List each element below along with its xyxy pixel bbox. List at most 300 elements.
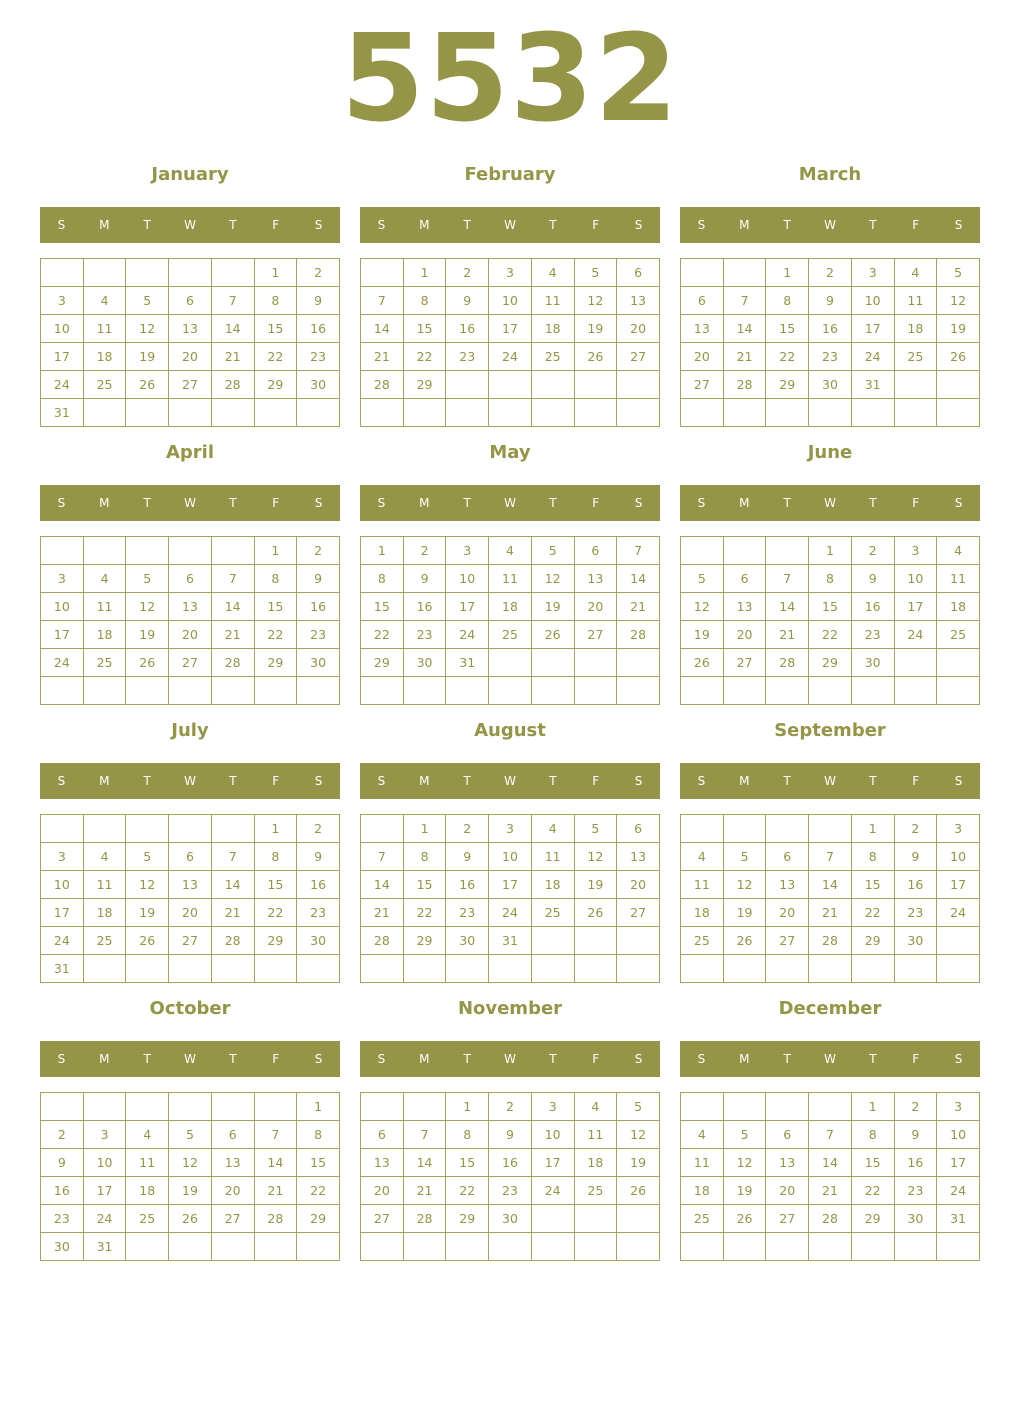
- day-cell: 8: [403, 843, 446, 871]
- day-cell: 5: [617, 1093, 660, 1121]
- day-cell: 27: [766, 1205, 809, 1233]
- week-row: [41, 537, 340, 565]
- day-cell: 11: [126, 1149, 169, 1177]
- week-row: [361, 259, 660, 287]
- weekday-label: S: [314, 496, 323, 510]
- weekday-label: S: [314, 1052, 323, 1066]
- week-row: [41, 371, 340, 399]
- day-cell: 13: [681, 315, 724, 343]
- weekday-header: [360, 1041, 660, 1077]
- weekday-label: T: [229, 1052, 237, 1066]
- day-cell: 22: [297, 1177, 340, 1205]
- day-cell: 21: [361, 899, 404, 927]
- day-cell: 11: [574, 1121, 617, 1149]
- day-cell: [169, 955, 212, 983]
- week-row: [361, 649, 660, 677]
- day-cell: 1: [361, 537, 404, 565]
- day-cell: 16: [403, 593, 446, 621]
- month-name: August: [474, 720, 546, 741]
- week-row: [681, 565, 980, 593]
- day-cell: 26: [574, 343, 617, 371]
- month-name: October: [149, 998, 231, 1019]
- weekday-label: S: [57, 774, 66, 788]
- day-cell: 14: [766, 593, 809, 621]
- day-cell: 6: [211, 1121, 254, 1149]
- day-cell: [723, 259, 766, 287]
- weekday-label: M: [99, 496, 110, 510]
- day-cell: [809, 1093, 852, 1121]
- day-cell: [809, 1233, 852, 1261]
- day-cell: [41, 259, 84, 287]
- day-cell: 14: [809, 1149, 852, 1177]
- day-cell: 21: [254, 1177, 297, 1205]
- day-cell: 16: [489, 1149, 532, 1177]
- day-cell: 21: [809, 1177, 852, 1205]
- day-cell: 3: [531, 1093, 574, 1121]
- weekday-label: S: [377, 496, 386, 510]
- week-row: [361, 1177, 660, 1205]
- day-cell: 5: [126, 565, 169, 593]
- day-cell: [211, 399, 254, 427]
- day-cell: [403, 399, 446, 427]
- day-cell: 26: [126, 649, 169, 677]
- week-row: [361, 843, 660, 871]
- weekday-label: T: [783, 774, 791, 788]
- day-cell: 28: [403, 1205, 446, 1233]
- day-cell: 16: [809, 315, 852, 343]
- day-cell: 20: [617, 871, 660, 899]
- day-cell: 26: [723, 927, 766, 955]
- week-row: [681, 815, 980, 843]
- weekday-label: T: [783, 218, 791, 232]
- day-cell: [446, 677, 489, 705]
- day-cell: 12: [169, 1149, 212, 1177]
- day-cell: 19: [574, 871, 617, 899]
- day-cell: 22: [809, 621, 852, 649]
- day-cell: 6: [766, 1121, 809, 1149]
- day-cell: 6: [169, 287, 212, 315]
- day-cell: [361, 955, 404, 983]
- day-cell: 2: [851, 537, 894, 565]
- day-cell: 11: [937, 565, 980, 593]
- weekday-label: F: [272, 1052, 280, 1066]
- day-cell: [83, 815, 126, 843]
- week-row: [681, 621, 980, 649]
- day-cell: 13: [169, 315, 212, 343]
- day-cell: 4: [83, 843, 126, 871]
- day-cell: 19: [681, 621, 724, 649]
- day-cell: 4: [574, 1093, 617, 1121]
- weekday-label: T: [229, 774, 237, 788]
- day-cell: [574, 955, 617, 983]
- day-cell: 24: [446, 621, 489, 649]
- weekday-label: F: [272, 774, 280, 788]
- day-cell: [617, 927, 660, 955]
- day-cell: 16: [297, 593, 340, 621]
- day-cell: 15: [809, 593, 852, 621]
- day-cell: 26: [723, 1205, 766, 1233]
- day-cell: 9: [297, 565, 340, 593]
- day-cell: 23: [809, 343, 852, 371]
- day-cell: 20: [169, 343, 212, 371]
- day-cell: 12: [937, 287, 980, 315]
- weekday-label: W: [184, 218, 196, 232]
- day-cell: 31: [446, 649, 489, 677]
- day-cell: [851, 677, 894, 705]
- day-cell: 24: [937, 1177, 980, 1205]
- day-cell: 14: [809, 871, 852, 899]
- day-cell: 16: [894, 1149, 937, 1177]
- day-cell: [489, 1233, 532, 1261]
- weekday-header: [680, 1041, 980, 1077]
- day-cell: 13: [574, 565, 617, 593]
- day-cell: 2: [809, 259, 852, 287]
- day-cell: 27: [766, 927, 809, 955]
- day-cell: [894, 371, 937, 399]
- weekday-label: W: [184, 1052, 196, 1066]
- week-row: [41, 565, 340, 593]
- day-cell: 30: [297, 927, 340, 955]
- day-cell: [211, 1233, 254, 1261]
- week-row: [681, 1205, 980, 1233]
- day-cell: 17: [894, 593, 937, 621]
- day-cell: [169, 259, 212, 287]
- weekday-label: T: [143, 218, 151, 232]
- day-cell: 24: [41, 649, 84, 677]
- week-row: [41, 1205, 340, 1233]
- day-cell: 20: [361, 1177, 404, 1205]
- day-cell: 30: [851, 649, 894, 677]
- day-cell: [894, 399, 937, 427]
- day-cell: [681, 259, 724, 287]
- day-cell: [851, 955, 894, 983]
- weekday-label: S: [634, 1052, 643, 1066]
- day-cell: 1: [809, 537, 852, 565]
- day-cell: 13: [211, 1149, 254, 1177]
- weekday-label: F: [592, 774, 600, 788]
- weekday-label: M: [99, 774, 110, 788]
- week-row: [681, 1177, 980, 1205]
- weekday-label: S: [697, 774, 706, 788]
- weekday-label: T: [783, 496, 791, 510]
- day-cell: 17: [41, 621, 84, 649]
- day-cell: 29: [766, 371, 809, 399]
- day-cell: 30: [297, 371, 340, 399]
- day-grid: [360, 258, 660, 427]
- day-cell: 7: [723, 287, 766, 315]
- day-cell: 9: [489, 1121, 532, 1149]
- day-cell: [681, 677, 724, 705]
- day-cell: 12: [574, 287, 617, 315]
- day-cell: 23: [489, 1177, 532, 1205]
- week-row: [681, 399, 980, 427]
- weekday-label: T: [229, 496, 237, 510]
- weekday-label: W: [824, 496, 836, 510]
- day-cell: [211, 815, 254, 843]
- day-cell: [723, 537, 766, 565]
- day-cell: 29: [297, 1205, 340, 1233]
- day-cell: [254, 1093, 297, 1121]
- day-cell: 21: [211, 621, 254, 649]
- day-cell: 3: [446, 537, 489, 565]
- week-row: [41, 843, 340, 871]
- day-cell: 20: [574, 593, 617, 621]
- day-cell: 16: [894, 871, 937, 899]
- week-row: [41, 1177, 340, 1205]
- day-cell: [766, 815, 809, 843]
- day-cell: 28: [617, 621, 660, 649]
- day-cell: 23: [41, 1205, 84, 1233]
- day-cell: 21: [766, 621, 809, 649]
- day-cell: 25: [83, 371, 126, 399]
- day-cell: 26: [531, 621, 574, 649]
- day-cell: 6: [723, 565, 766, 593]
- day-cell: [126, 1233, 169, 1261]
- day-cell: [211, 537, 254, 565]
- day-cell: 19: [723, 899, 766, 927]
- day-cell: 16: [41, 1177, 84, 1205]
- weekday-label: T: [549, 218, 557, 232]
- day-cell: 11: [489, 565, 532, 593]
- day-cell: 12: [126, 593, 169, 621]
- day-cell: 26: [126, 927, 169, 955]
- day-cell: 18: [681, 1177, 724, 1205]
- weekday-label: W: [824, 1052, 836, 1066]
- day-cell: [361, 399, 404, 427]
- day-cell: 10: [489, 287, 532, 315]
- day-cell: 9: [446, 287, 489, 315]
- month-name: November: [457, 998, 563, 1019]
- day-grid: [40, 258, 340, 427]
- day-cell: 19: [126, 899, 169, 927]
- day-cell: 11: [531, 843, 574, 871]
- day-cell: 14: [211, 315, 254, 343]
- day-cell: 3: [41, 287, 84, 315]
- week-row: [41, 287, 340, 315]
- day-cell: [681, 1233, 724, 1261]
- day-cell: [809, 955, 852, 983]
- day-cell: 23: [297, 621, 340, 649]
- day-cell: 28: [361, 927, 404, 955]
- day-cell: [723, 677, 766, 705]
- week-row: [41, 1093, 340, 1121]
- day-cell: [723, 399, 766, 427]
- day-cell: 25: [681, 927, 724, 955]
- weekday-label: S: [954, 1052, 963, 1066]
- day-cell: 20: [681, 343, 724, 371]
- day-cell: 25: [574, 1177, 617, 1205]
- weekday-label: W: [824, 218, 836, 232]
- day-cell: [894, 677, 937, 705]
- month-name: December: [778, 998, 882, 1019]
- weekday-label: F: [912, 218, 920, 232]
- day-grid: [360, 814, 660, 983]
- day-cell: 25: [489, 621, 532, 649]
- day-cell: 24: [41, 371, 84, 399]
- day-cell: 7: [766, 565, 809, 593]
- day-cell: 15: [851, 871, 894, 899]
- week-row: [361, 343, 660, 371]
- day-cell: [531, 1233, 574, 1261]
- day-cell: 10: [41, 315, 84, 343]
- day-cell: 28: [809, 927, 852, 955]
- day-cell: 27: [723, 649, 766, 677]
- day-cell: 9: [297, 287, 340, 315]
- day-cell: 20: [169, 621, 212, 649]
- day-grid: [680, 258, 980, 427]
- weekday-label: T: [869, 774, 877, 788]
- weekday-label: T: [463, 218, 471, 232]
- day-cell: [446, 371, 489, 399]
- day-cell: [809, 815, 852, 843]
- day-cell: 29: [809, 649, 852, 677]
- weekday-header: [40, 1041, 340, 1077]
- day-cell: 5: [681, 565, 724, 593]
- day-cell: [766, 955, 809, 983]
- weekday-header: [40, 763, 340, 799]
- day-cell: 10: [489, 843, 532, 871]
- day-cell: [574, 399, 617, 427]
- day-cell: 28: [361, 371, 404, 399]
- day-cell: [766, 399, 809, 427]
- weekday-label: F: [592, 496, 600, 510]
- day-cell: [937, 1233, 980, 1261]
- day-cell: [766, 677, 809, 705]
- day-cell: 1: [403, 259, 446, 287]
- week-row: [41, 927, 340, 955]
- day-cell: 21: [211, 343, 254, 371]
- day-cell: 16: [446, 315, 489, 343]
- day-grid: [680, 814, 980, 983]
- day-cell: 29: [851, 927, 894, 955]
- week-row: [681, 1121, 980, 1149]
- day-cell: [211, 259, 254, 287]
- weekday-label: T: [229, 218, 237, 232]
- weekday-label: M: [739, 218, 750, 232]
- day-cell: [531, 1205, 574, 1233]
- day-cell: [574, 1205, 617, 1233]
- day-cell: 25: [126, 1205, 169, 1233]
- day-cell: 28: [766, 649, 809, 677]
- day-cell: 15: [403, 315, 446, 343]
- weekday-label: S: [954, 774, 963, 788]
- day-cell: 23: [446, 343, 489, 371]
- weekday-label: W: [504, 774, 516, 788]
- week-row: [681, 371, 980, 399]
- day-cell: 7: [809, 1121, 852, 1149]
- week-row: [361, 1149, 660, 1177]
- week-row: [361, 815, 660, 843]
- week-row: [361, 955, 660, 983]
- weekday-label: S: [634, 496, 643, 510]
- day-cell: 15: [297, 1149, 340, 1177]
- day-cell: 29: [851, 1205, 894, 1233]
- day-cell: 19: [126, 343, 169, 371]
- week-row: [681, 927, 980, 955]
- week-row: [681, 843, 980, 871]
- day-cell: 26: [169, 1205, 212, 1233]
- day-grid: [360, 536, 660, 705]
- weekday-label: S: [377, 218, 386, 232]
- day-cell: 7: [403, 1121, 446, 1149]
- day-cell: 6: [681, 287, 724, 315]
- day-cell: 11: [894, 287, 937, 315]
- day-cell: 25: [83, 649, 126, 677]
- day-cell: 9: [851, 565, 894, 593]
- day-cell: 13: [361, 1149, 404, 1177]
- day-cell: [446, 399, 489, 427]
- day-cell: 13: [766, 871, 809, 899]
- day-cell: 20: [766, 1177, 809, 1205]
- day-cell: [297, 1233, 340, 1261]
- day-cell: [446, 955, 489, 983]
- weekday-label: T: [143, 774, 151, 788]
- day-cell: [617, 371, 660, 399]
- day-cell: 23: [446, 899, 489, 927]
- day-cell: [617, 399, 660, 427]
- day-cell: 6: [766, 843, 809, 871]
- day-grid: [680, 536, 980, 705]
- day-cell: 27: [211, 1205, 254, 1233]
- day-cell: [531, 371, 574, 399]
- day-cell: 18: [574, 1149, 617, 1177]
- day-cell: 31: [41, 399, 84, 427]
- weekday-label: W: [504, 218, 516, 232]
- weekday-label: T: [463, 1052, 471, 1066]
- day-cell: 10: [894, 565, 937, 593]
- day-cell: [937, 371, 980, 399]
- month-name: June: [807, 442, 853, 463]
- day-cell: 7: [617, 537, 660, 565]
- day-cell: 5: [574, 815, 617, 843]
- weekday-label: M: [99, 218, 110, 232]
- day-cell: 16: [446, 871, 489, 899]
- day-cell: 18: [894, 315, 937, 343]
- day-cell: [531, 649, 574, 677]
- day-cell: 3: [894, 537, 937, 565]
- week-row: [41, 315, 340, 343]
- day-cell: 28: [254, 1205, 297, 1233]
- day-cell: 31: [41, 955, 84, 983]
- day-cell: [937, 927, 980, 955]
- day-cell: 19: [723, 1177, 766, 1205]
- day-cell: 14: [254, 1149, 297, 1177]
- day-cell: [681, 815, 724, 843]
- day-cell: 28: [211, 371, 254, 399]
- day-cell: 24: [41, 927, 84, 955]
- day-cell: [83, 399, 126, 427]
- day-cell: 11: [83, 871, 126, 899]
- weekday-label: T: [549, 1052, 557, 1066]
- weekday-header: [40, 207, 340, 243]
- day-cell: [894, 955, 937, 983]
- day-cell: 22: [446, 1177, 489, 1205]
- weekday-label: T: [463, 496, 471, 510]
- weekday-label: S: [634, 218, 643, 232]
- day-cell: 24: [937, 899, 980, 927]
- weekday-header: [680, 207, 980, 243]
- day-cell: 8: [446, 1121, 489, 1149]
- day-cell: 30: [297, 649, 340, 677]
- day-cell: [937, 649, 980, 677]
- weekday-label: M: [739, 774, 750, 788]
- weekday-label: S: [377, 774, 386, 788]
- day-cell: 24: [83, 1205, 126, 1233]
- day-cell: 3: [41, 565, 84, 593]
- week-row: [361, 1093, 660, 1121]
- day-cell: 27: [169, 371, 212, 399]
- weekday-label: S: [314, 774, 323, 788]
